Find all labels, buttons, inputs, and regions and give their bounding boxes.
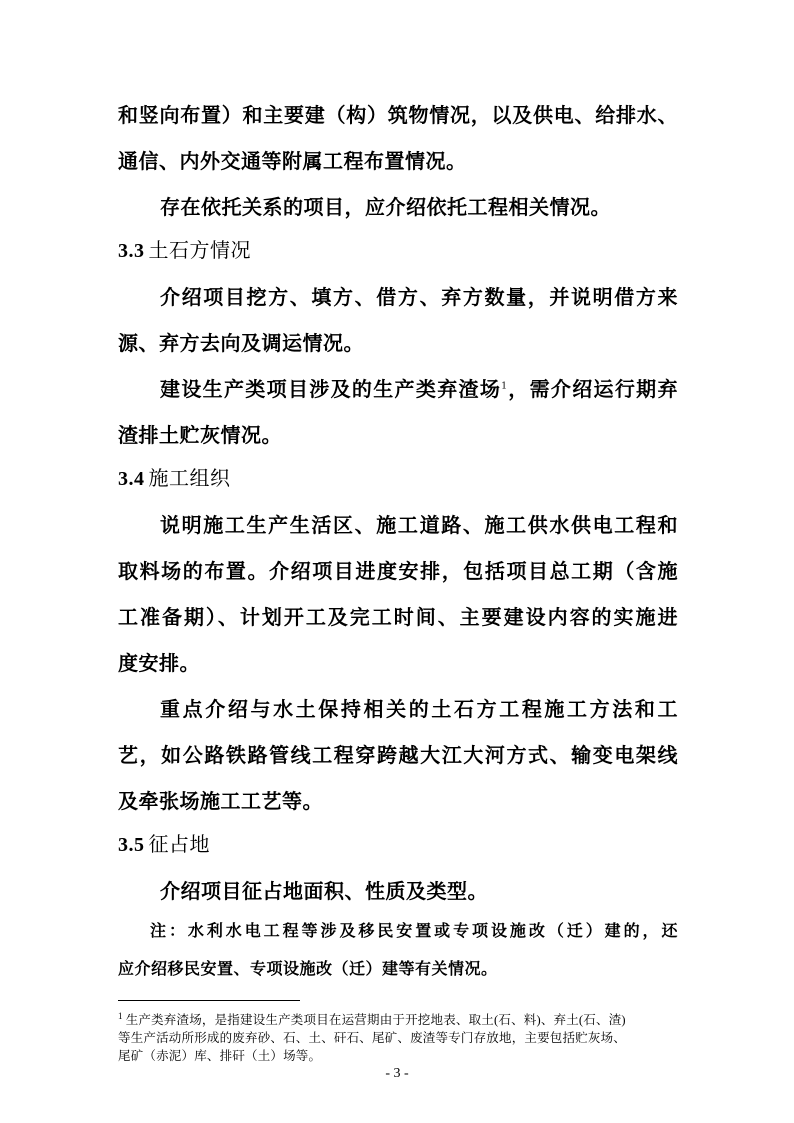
section-heading-3-3 <box>118 238 678 264</box>
body-line: 介绍项目征占地面积、性质及类型。 <box>160 879 488 903</box>
footnote-separator <box>118 1000 300 1001</box>
footnote-text: 生产类弃渣场，是指建设生产类项目在运营期由于开挖地表、取土(石、料)、弃土(石、渣) <box>125 1013 626 1027</box>
section-number: 3.3 <box>118 240 145 262</box>
footnote-reference: 1 <box>501 381 508 392</box>
footnote-line: 尾矿（赤泥）库、排矸（土）场等。 <box>118 1049 322 1063</box>
body-line: 介绍项目挖方、填方、借方、弃方数量，并说明借方来 <box>160 285 678 309</box>
section-heading-3-5 <box>118 832 678 858</box>
body-line: 及牵张场施工工艺等。 <box>118 789 323 813</box>
section-number: 3.5 <box>118 834 145 856</box>
body-line: 工准备期）、计划开工及完工时间、主要建设内容的实施进 <box>118 605 678 629</box>
body-line: 和竖向布置）和主要建（构）筑物情况，以及供电、给排水、 <box>118 103 678 127</box>
body-line: 说明施工生产生活区、施工道路、施工供水供电工程和 <box>160 513 678 537</box>
section-number: 3.4 <box>118 468 145 490</box>
note-line: 注：水利水电工程等涉及移民安置或专项设施改（迁）建的，还 <box>150 921 678 940</box>
body-line: 重点介绍与水土保持相关的土石方工程施工方法和工 <box>160 697 678 721</box>
body-line: 艺，如公路铁路管线工程穿跨越大江大河方式、输变电架线 <box>118 743 678 767</box>
section-title: 施工组织 <box>148 468 231 490</box>
footnote-mark: 1 <box>118 1010 123 1021</box>
section-title: 征占地 <box>148 834 210 856</box>
note-line: 应介绍移民安置、专项设施改（迁）建等有关情况。 <box>118 959 498 978</box>
body-line: 渣排土贮灰情况。 <box>118 423 282 447</box>
footnote-line: 等生产活动所形成的废弃砂、石、土、矸石、尾矿、废渣等专门存放地，主要包括贮灰场、 <box>118 1031 627 1045</box>
body-line: 通信、内外交通等附属工程布置情况。 <box>118 149 467 173</box>
footnote-line <box>118 1012 678 1028</box>
body-line-with-footnote <box>160 376 678 402</box>
body-line: 存在依托关系的项目，应介绍依托工程相关情况。 <box>160 195 611 219</box>
page-number: - 3 - <box>385 1066 409 1081</box>
body-text: 建设生产类项目涉及的生产类弃渣场 <box>160 377 502 401</box>
body-text: ，需介绍运行期弃 <box>507 377 679 401</box>
body-line: 源、弃方去向及调运情况。 <box>118 331 364 355</box>
body-line: 取料场的布置。介绍项目进度安排，包括项目总工期（含施 <box>118 559 678 583</box>
body-line: 度安排。 <box>118 651 200 675</box>
section-title: 土石方情况 <box>148 240 251 262</box>
section-heading-3-4 <box>118 466 678 492</box>
